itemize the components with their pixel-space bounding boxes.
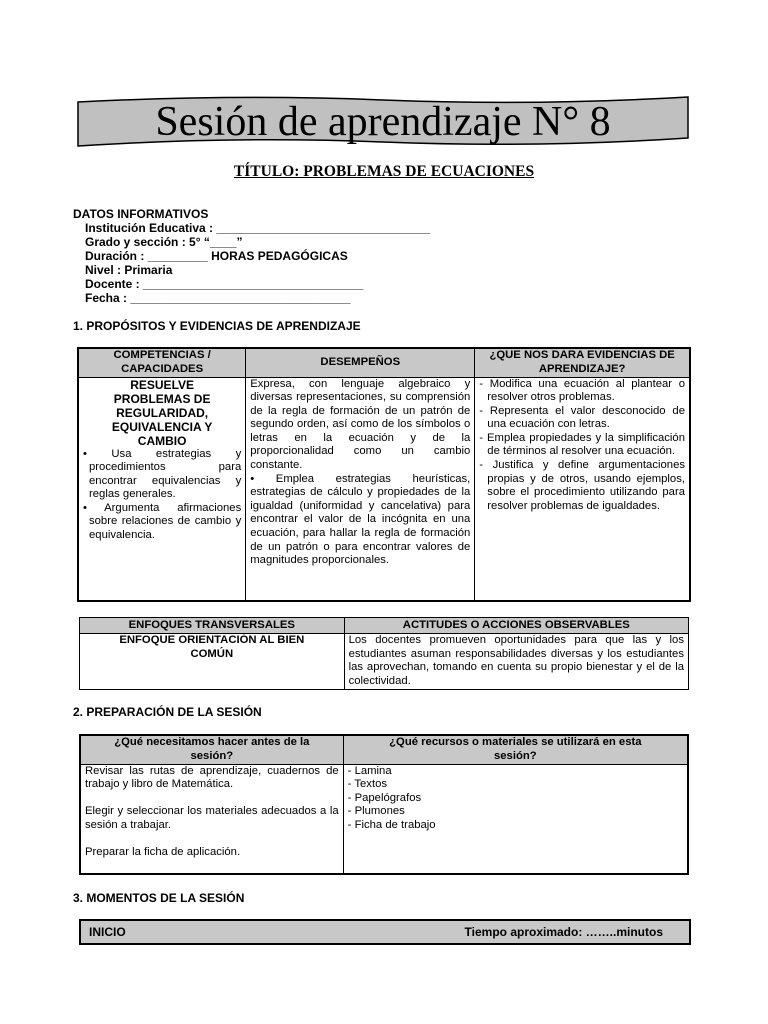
datos-nivel: Nivel : Primaria: [85, 263, 173, 277]
header-evidencias: ¿QUE NOS DARA EVIDENCIAS DE APRENDIZAJE?: [475, 348, 690, 377]
section-3-heading: 3. MOMENTOS DE LA SESIÓN: [73, 891, 245, 905]
header-desempenos: DESEMPEÑOS: [246, 348, 475, 377]
header-recursos: ¿Qué recursos o materiales se utilizará en esta sesión?: [343, 735, 688, 764]
section-1-heading: 1. PROPÓSITOS Y EVIDENCIAS DE APRENDIZAJE: [73, 319, 361, 333]
inicio-label: INICIO: [89, 925, 126, 939]
recursos-cell: [343, 764, 688, 874]
enfoque-cell: ENFOQUE ORIENTACIÓN AL BIEN COMÚN: [80, 634, 345, 690]
datos-fecha: Fecha : _________________________________: [85, 291, 351, 305]
propositos-table: [77, 347, 691, 602]
desempeno-item: • Emplea estrategias heurísticas, estrategias de cálculo y propiedades de la igualdad (uniformidad y cancelativa) para encontrar el valor de la incógnita en una ecuación, para hallar la regla de formación de un patrón o para encontrar valores de magnitudes proporcionales.: [250, 472, 471, 567]
header-enfoques: ENFOQUES TRANSVERSALES: [80, 618, 345, 634]
section-2-heading: 2. PREPARACIÓN DE LA SESIÓN: [73, 705, 262, 719]
evidencia-item: - Justifica y define argumentaciones propias y de otros, usando ejemplos, sobre el procedimiento utilizando para resolver problemas de igualdades.: [479, 459, 685, 512]
header-competencias: COMPETENCIAS / CAPACIDADES: [78, 348, 246, 377]
evidencia-item: - Representa el valor desconocido de una ecuación con letras.: [479, 404, 685, 431]
antes-cell: [80, 764, 343, 874]
session-title: Sesión de aprendizaje N° 8: [155, 99, 611, 145]
header-actitudes: ACTITUDES O ACCIONES OBSERVABLES: [344, 618, 688, 634]
session-banner: [76, 94, 690, 150]
datos-informativos: [73, 207, 430, 305]
evidencia-item: - Emplea propiedades y la simplificación de términos al resolver una ecuación.: [479, 431, 685, 458]
datos-grado: Grado y sección : 5° “____”: [85, 235, 243, 249]
inicio-bar: [79, 919, 691, 945]
capacidad-item: • Usa estrategias y procedimientos para encontrar equivalencias y reglas generales.: [83, 447, 242, 501]
evidencia-item: - Modifica una ecuación al plantear o resolver otros problemas.: [479, 377, 685, 404]
tiempo-aproximado: Tiempo aproximado: ……..minutos: [464, 925, 663, 939]
datos-duracion: Duración : _________ HORAS PEDAGÓGICAS: [85, 249, 348, 263]
recurso-item: - Textos: [347, 778, 388, 791]
desempeno-item: Expresa, con lenguaje algebraico y diversas representaciones, su comprensión de la regla de formación de un patrón de segundo orden, así como de los símbolos o letras en la ecuación y de la proporcionalidad como un cambio constante.: [250, 377, 471, 472]
recurso-item: - Papelógrafos: [347, 791, 422, 804]
recurso-item: - Plumones: [347, 805, 405, 818]
document-title: TÍTULO: PROBLEMAS DE ECUACIONES: [233, 163, 535, 180]
antes-item: Revisar las rutas de aprendizaje, cuadernos de trabajo y libro de Matemática.: [85, 764, 339, 791]
recurso-item: - Ficha de trabajo: [347, 818, 436, 831]
antes-item: Preparar la ficha de aplicación.: [85, 846, 241, 859]
evidencias-cell: [475, 377, 690, 601]
actitud-cell: Los docentes promueven oportunidades para que las y los estudiantes asuman responsabilidades diversas y los estudiantes las aprovechan, tomando en cuenta su propio bienestar y el de la colectividad.: [344, 634, 688, 690]
preparacion-table: [79, 734, 689, 875]
competencias-cell: [78, 377, 246, 601]
recurso-item: - Lamina: [347, 764, 392, 777]
header-antes: ¿Qué necesitamos hacer antes de la sesión?: [80, 735, 343, 764]
datos-institucion: Institución Educativa : ________________________________: [85, 221, 430, 235]
datos-heading: DATOS INFORMATIVOS: [73, 207, 209, 221]
antes-item: Elegir y seleccionar los materiales adecuados a la sesión a trabajar.: [85, 805, 339, 831]
competencia-title: RESUELVE PROBLEMAS DE REGULARIDAD, EQUIVALENCIA Y CAMBIO: [111, 377, 213, 448]
capacidad-item: • Argumenta afirmaciones sobre relaciones de cambio y equivalencia.: [83, 501, 242, 542]
enfoques-table: [79, 617, 689, 690]
desempenos-cell: [246, 377, 475, 601]
datos-docente: Docente : _________________________________: [85, 277, 364, 291]
